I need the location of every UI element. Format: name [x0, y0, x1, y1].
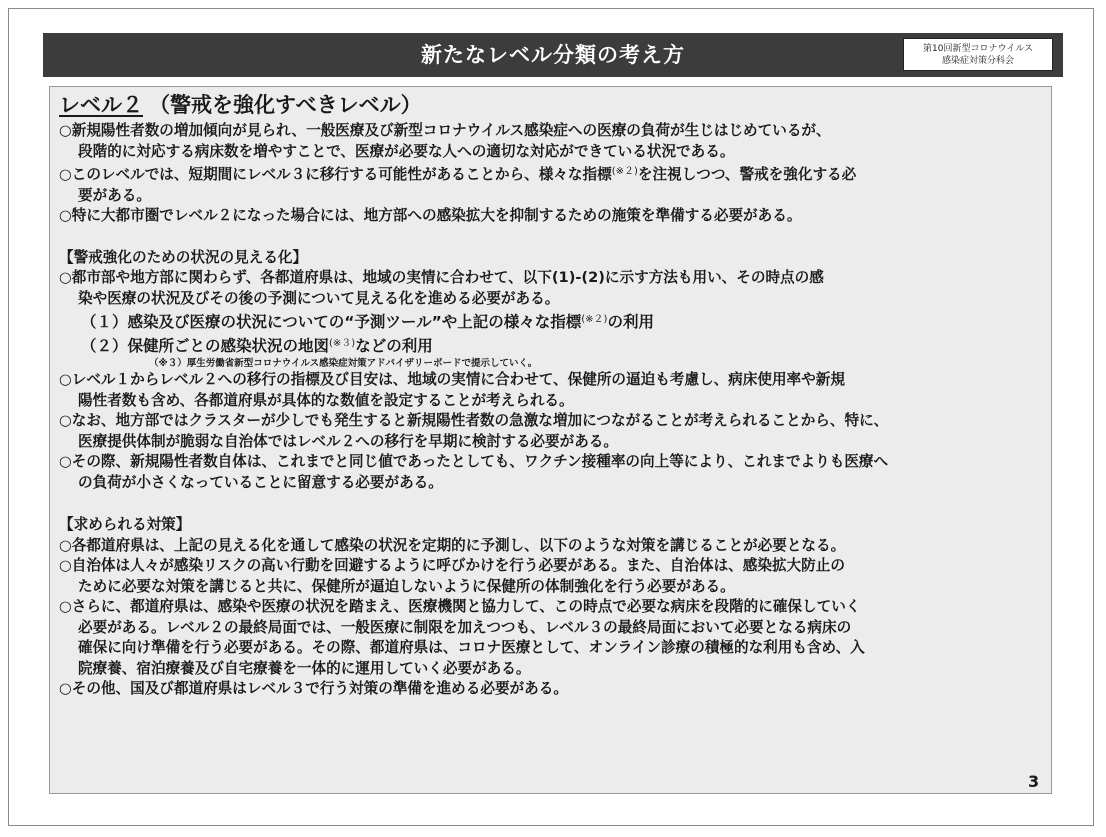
- bullet-line: ○自治体は人々が感染リスクの高い行動を回避するように呼びかけを行う必要がある。また、自治体は、感染拡大防止の: [59, 557, 845, 574]
- meeting-tag: [903, 38, 1053, 71]
- content-body: [59, 89, 1044, 700]
- bullet: [59, 268, 1044, 309]
- bullet: [59, 411, 1044, 452]
- bullet-line: ○このレベルでは、短期間にレベル３に移行する可能性があることから、様々な指標: [59, 166, 612, 183]
- level-name: レベル２: [59, 93, 143, 117]
- bullet-line: 必要がある。レベル２の最終局面では、一般医療に制限を加えつつも、レベル３の最終局面において必要となる病床の: [78, 618, 852, 636]
- bullet-line: ○都市部や地方部に関わらず、各都道府県は、地域の実情に合わせて、以下(1)-(2)に示す方法も用い、その時点の感: [59, 269, 824, 286]
- bullet-line: ○さらに、都道府県は、感染や医療の状況を踏まえ、医療機関と協力して、この時点で必要な病床を段階的に確保していく: [59, 598, 861, 615]
- bullet-line: 院療養、宿泊療養及び自宅療養を一体的に運用していく必要がある。: [78, 659, 531, 677]
- bullet: [59, 452, 1044, 493]
- sub-item: （１）感染及び医療の状況についての“予測ツール”や上記の様々な指標$^{(※2)}$の利用: [81, 313, 654, 331]
- bullet: ○特に大都市圏でレベル２になった場合には、地方部への感染拡大を抑制するための施策を準備する必要がある。: [59, 207, 802, 224]
- bullet: [59, 597, 1044, 679]
- bullet-line: ために必要な対策を講じると共に、保健所が逼迫しないように保健所の体制強化を行う必要がある。: [78, 577, 735, 595]
- bullet-line: 段階的に対応する病床数を増やすことで、医療が必要な人への適切な対応ができている状況である。: [78, 142, 735, 160]
- bullet: ○その他、国及び都道府県はレベル３で行う対策の準備を進める必要がある。: [59, 680, 568, 697]
- meeting-tag-line1: 第10回新型コロナウイルス: [923, 44, 1033, 54]
- bullet-line: を注視しつつ、警戒を強化する必: [637, 166, 857, 183]
- bullet: ○各都道府県は、上記の見える化を通して感染の状況を定期的に予測し、以下のような対策を講じることが必要となる。: [59, 536, 846, 554]
- footnote-ref: (※３): [329, 338, 356, 349]
- bullet-line: 要がある。: [78, 186, 151, 204]
- bullet-line: 医療提供体制が脆弱な自治体ではレベル２への移行を早期に検討する必要がある。: [78, 432, 618, 450]
- bullet-line: 確保に向け準備を行う必要がある。その際、都道府県は、コロナ医療として、オンライン診療の積極的な利用も含め、入: [78, 639, 865, 656]
- bullet-line: の負荷が小さくなっていることに留意する必要がある。: [78, 473, 443, 491]
- slide-header: [43, 33, 1063, 77]
- bullet: [59, 121, 1044, 162]
- section-heading: 【求められる対策】: [59, 516, 191, 533]
- footnote-ref: (※２): [611, 166, 638, 177]
- footnote: （※３）厚生労働省新型コロナウイルス感染症対策アドバイザリーボードで提示していく。: [149, 358, 538, 369]
- footnote-ref: (※２): [581, 314, 608, 325]
- bullet-line: 陽性者数も含め、各都道府県が具体的な数値を設定することが考えられる。: [78, 391, 574, 409]
- bullet-line: ○その際、新規陽性者数自体は、これまでと同じ値であったとしても、ワクチン接種率の向上等により、これまでよりも医療へ: [59, 453, 889, 470]
- bullet-line: ○新規陽性者数の増加傾向が見られ、一般医療及び新型コロナウイルス感染症への医療の負荷が生じはじめているが、: [59, 122, 831, 139]
- bullet-line: ○レベル１からレベル２への移行の指標及び目安は、地域の実情に合わせて、保健所の逼迫も考慮し、病床使用率や新規: [59, 371, 845, 388]
- section-heading: 【警戒強化のための状況の見える化】: [59, 248, 308, 266]
- level-subtitle: （警戒を強化すべきレベル）: [149, 93, 422, 117]
- bullet-line: ○なお、地方部ではクラスターが少しでも発生すると新規陽性者数の急激な増加につながることが考えられることから、特に、: [59, 412, 889, 429]
- meeting-tag-line2: 感染症対策分科会: [941, 56, 1014, 66]
- bullet-line: 染や医療の状況及びその後の予測について見える化を進める必要がある。: [78, 289, 560, 307]
- bullet: [59, 556, 1044, 597]
- level-heading: [59, 89, 1044, 121]
- slide-title: 新たなレベル分類の考え方: [421, 43, 685, 67]
- page-number: 3: [1028, 772, 1040, 791]
- bullet: [59, 162, 1044, 206]
- sub-item: （２）保健所ごとの感染状況の地図$^{(※3)}$などの利用: [81, 337, 433, 355]
- bullet: [59, 370, 1044, 411]
